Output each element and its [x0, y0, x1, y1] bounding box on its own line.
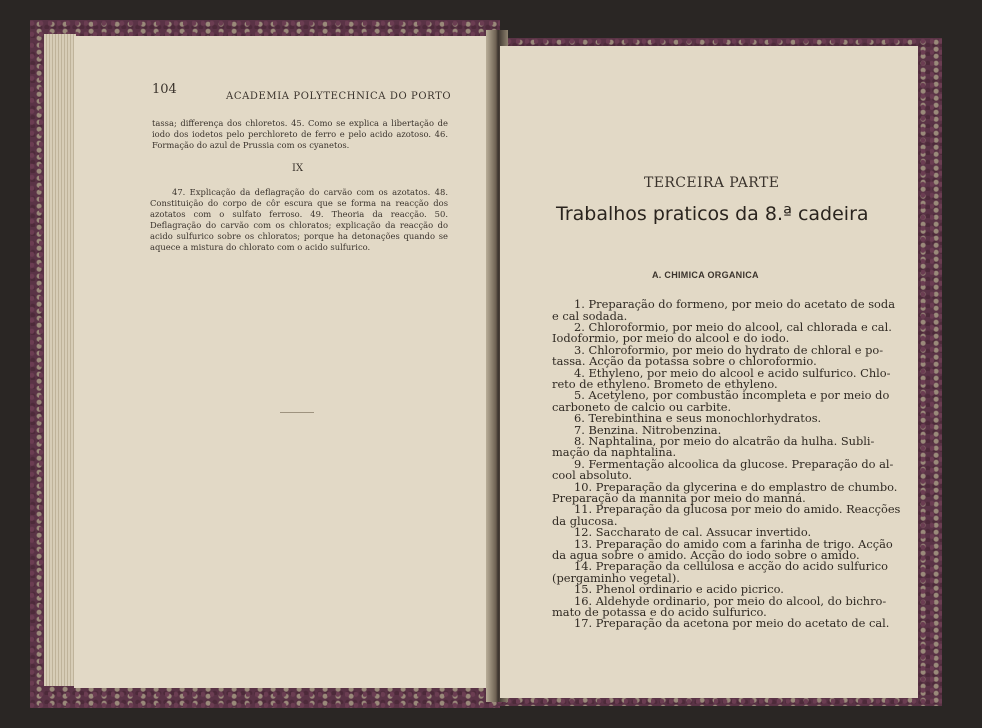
text-line: 4. Ethyleno, por meio do alcool e acido sulfurico. Chlo- [574, 366, 891, 380]
text-line: 1. Preparação do formeno, por meio do acetato de soda [574, 297, 895, 311]
text-line: 3. Chloroformio, por meio do hydrato de chloral e po- [574, 343, 884, 357]
text-line: (pergaminho vegetal). [552, 571, 680, 585]
text-line: da glucosa. [552, 514, 618, 528]
text-line: 6. Terebinthina e seus monochlorhydratos. [574, 411, 822, 425]
text-line: Preparação da mannita por meio do manná. [552, 491, 806, 505]
text-line: 13. Preparação do amido com a farinha de trigo. Acção [574, 537, 893, 551]
text-line: 16. Aldehyde ordinario, por meio do alcool, do bichro- [574, 594, 887, 608]
text-line: 2. Chloroformio, por meio do alcool, cal chlorada e cal. [574, 320, 892, 334]
text-line: 15. Phenol ordinario e acido picrico. [574, 582, 784, 596]
text-line: mação da naphtalina. [552, 445, 677, 459]
left-page-edges [44, 34, 76, 686]
running-head: ACADEMIA POLYTECHNICA DO PORTO [226, 91, 452, 102]
text-line: 7. Benzina. Nitrobenzina. [574, 423, 722, 437]
section-heading: A. CHIMICA ORGANICA [652, 270, 759, 280]
text-line: reto de ethyleno. Brometo de ethyleno. [552, 377, 778, 391]
text-line: carboneto de calcio ou carbite. [552, 400, 732, 414]
text-line: 17. Preparação da acetona por meio do acetato de cal. [574, 616, 890, 630]
separator-rule [280, 412, 314, 413]
text-line: tassa. Acção da potassa sobre o chloroformio. [552, 354, 817, 368]
text-line: 8. Naphtalina, por meio do alcatrão da hulha. Subli- [574, 434, 875, 448]
page-number: 104 [152, 82, 177, 97]
paragraph-continued: tassa; differença dos chloretos. 45. Como se explica a libertação de iodo dos iodetos pelo perchloreto de ferro e pelo acido azotoso. 46. Formação do azul de Prussia com os cyanetos. [152, 118, 448, 150]
text-line: 11. Preparação da glucosa por meio do amido. Reacções [574, 502, 901, 516]
text-line: 14. Preparação da cellulosa e acção do acido sulfurico [574, 559, 888, 573]
text-line: 9. Fermentação alcoolica da glucose. Preparação do al- [574, 457, 894, 471]
part-title: TERCEIRA PARTE [644, 175, 780, 191]
paragraph-section-ix: 47. Explicação da deflagração do carvão com os azotatos. 48. Constituição do corpo de côr escura que se forma na reacção dos azotatos com o sulfato ferroso. 49. Theoria da reacção. 50. Deflagração do carvão com os chloratos; explicação da reacção do acido sulfurico sobre os chloratos; porque ha detonações quando se aquece a mistura do chlorato com o acido sulfurico. [150, 187, 448, 252]
text-line: mato de potassa e do acido sulfurico. [552, 605, 767, 619]
left-page [74, 36, 496, 688]
text-line: da agua sobre o amido. Acção do iodo sobre o amido. [552, 548, 860, 562]
text-line: 5. Acetyleno, por combustão incompleta e por meio do [574, 388, 890, 402]
section-numeral: IX [292, 163, 304, 174]
text-line: e cal sodada. [552, 309, 628, 323]
text-line: cool absoluto. [552, 468, 632, 482]
text-line: 12. Saccharato de cal. Assucar invertido. [574, 525, 812, 539]
text-line: Iodoformio, por meio do alcool e do iodo. [552, 331, 790, 345]
main-title: Trabalhos praticos da 8.ª cadeira [556, 203, 869, 225]
text-line: 10. Preparação da glycerina e do emplastro de chumbo. [574, 480, 898, 494]
